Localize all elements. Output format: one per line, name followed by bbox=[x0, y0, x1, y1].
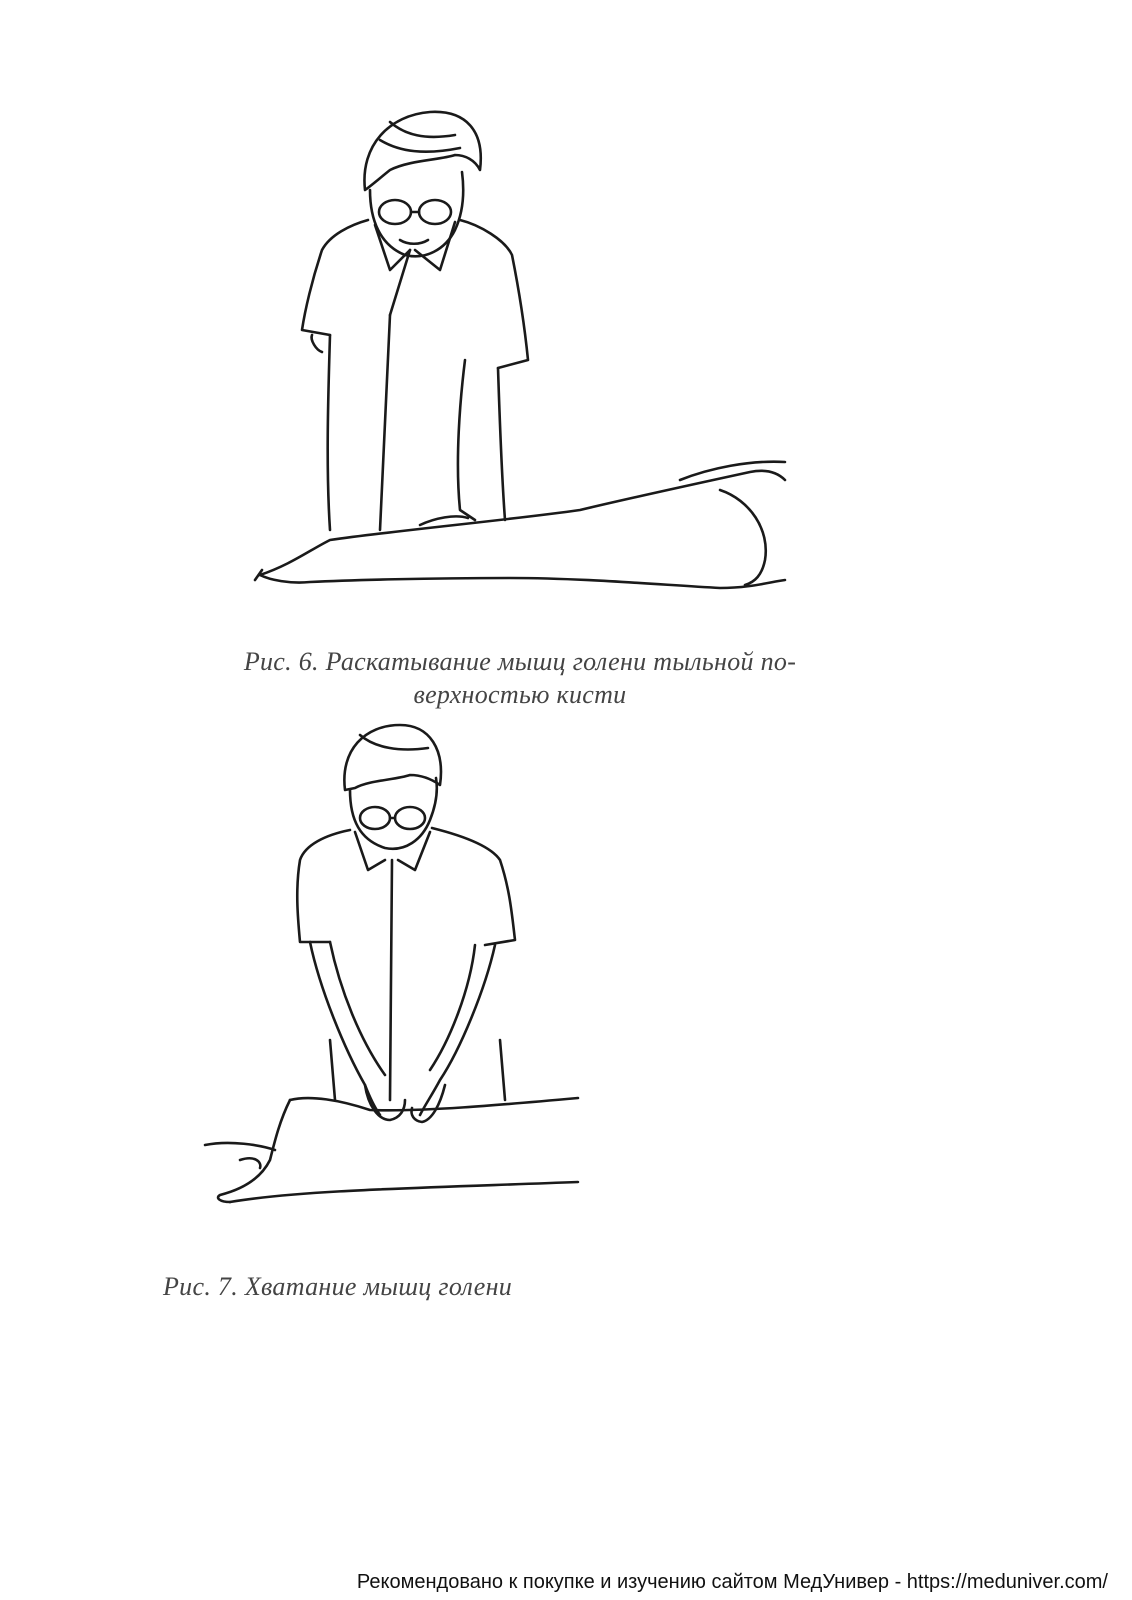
figure-6-caption-line-1: Рис. 6. Раскатывание мышц голени тыльной по- bbox=[243, 647, 797, 676]
figure-6-caption bbox=[160, 645, 880, 711]
footer-recommendation: Рекомендовано к покупке и изучению сайтом МедУнивер - https://meduniver.com/ bbox=[356, 1571, 1108, 1593]
figure-7-illustration bbox=[200, 720, 600, 1240]
figure-6-caption-line-2: верхностью кисти bbox=[413, 680, 627, 709]
figure-7-caption: Рис. 7. Хватание мышц голени bbox=[163, 1272, 513, 1301]
figure-6-illustration bbox=[250, 100, 810, 620]
